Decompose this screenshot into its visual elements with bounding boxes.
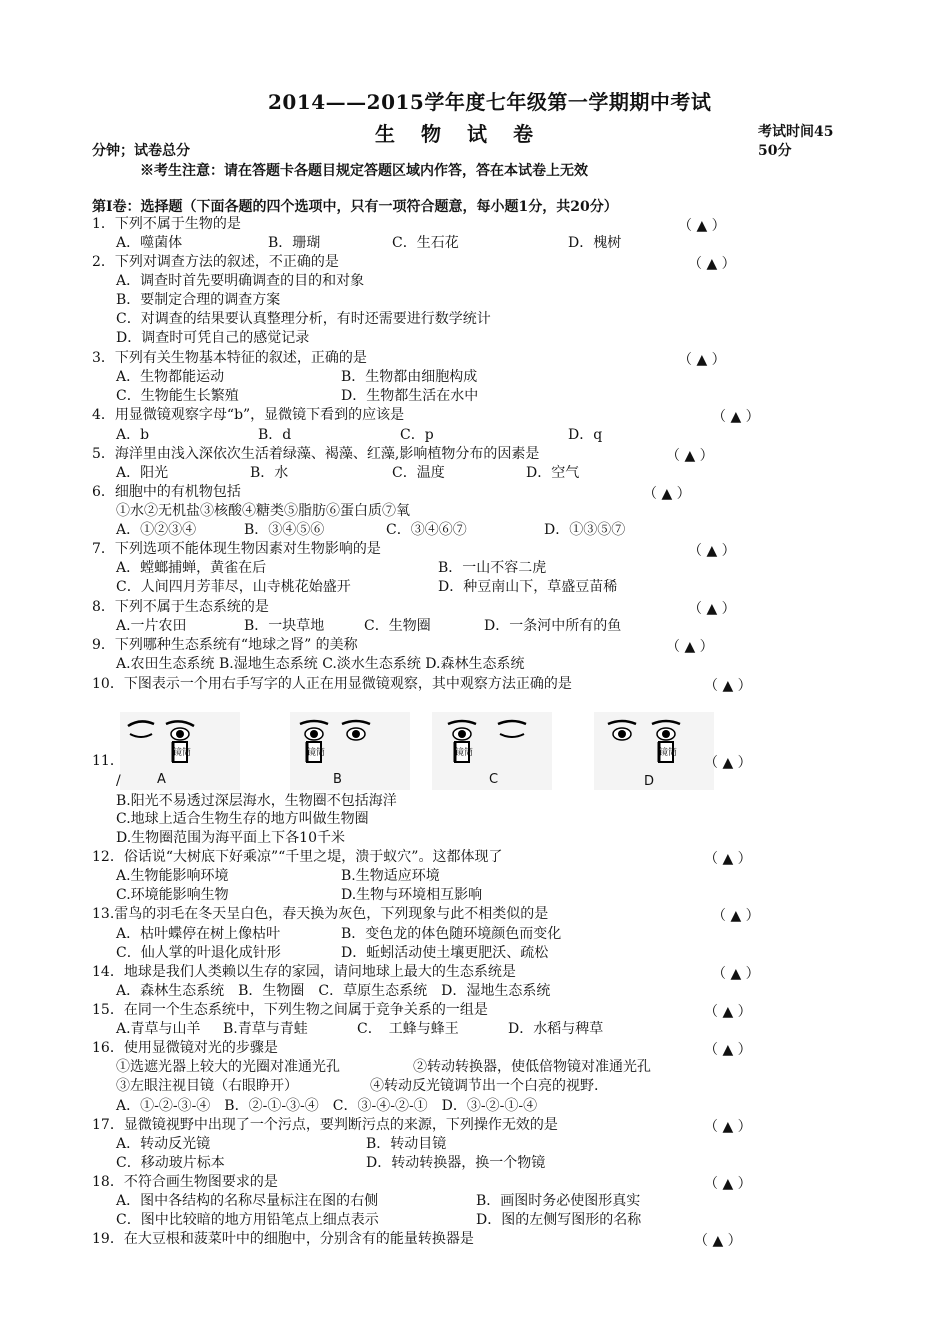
q10-figure-a-label: A bbox=[157, 772, 166, 787]
q9-answer-mark: （ ▲ ） bbox=[666, 639, 714, 655]
q14-stem: 14．地球是我们人类赖以生存的家园，请问地球上最大的生态系统是 bbox=[92, 964, 516, 980]
q7-option-c: C．人间四月芳菲尽，山寺桃花始盛开 bbox=[116, 579, 351, 595]
q14-options: A．森林生态系统 B．生物圈 C．草原生态系统 D．湿地生态系统 bbox=[116, 983, 551, 999]
q8-answer-mark: （ ▲ ） bbox=[688, 601, 736, 617]
q4-option-b: B．d bbox=[258, 427, 292, 443]
q5-stem: 5．海洋里由浅入深依次生活着绿藻、褐藻、红藻,影响植物分布的因素是 bbox=[92, 446, 540, 462]
q2-option-c: C．对调查的结果要认真整理分析，有时还需要进行数学统计 bbox=[116, 311, 491, 327]
q8-option-a: A.一片农田 bbox=[116, 618, 187, 634]
q9-options: A.农田生态系统 B.湿地生态系统 C.淡水生态系统 D.森林生态系统 bbox=[116, 656, 525, 672]
q19-stem: 19．在大豆根和菠菜叶中的细胞中，分别含有的能量转换器是 bbox=[92, 1231, 474, 1247]
q18-stem: 18．不符合画生物图要求的是 bbox=[92, 1174, 278, 1190]
q6-option-c: C．③④⑥⑦ bbox=[386, 522, 467, 538]
q11-option-b: B.阳光不易透过深层海水，生物圈不包括海洋 bbox=[116, 793, 397, 809]
q11-option-d: D.生物圈范围为海平面上下各10千米 bbox=[116, 830, 345, 846]
q6-items: ①水②无机盐③核酸④糖类⑤脂肪⑥蛋白质⑦氧 bbox=[116, 503, 410, 519]
q9-stem: 9．下列哪种生态系统有“地球之肾” 的美称 bbox=[92, 637, 358, 653]
q17-option-d: D．转动转换器，换一个物镜 bbox=[366, 1155, 546, 1171]
q2-option-a: A．调查时首先要明确调查的目的和对象 bbox=[116, 273, 365, 289]
q17-answer-mark: （ ▲ ） bbox=[704, 1119, 752, 1135]
q5-option-a: A．阳光 bbox=[116, 465, 169, 481]
q19-answer-mark: （ ▲ ） bbox=[694, 1233, 742, 1249]
q1-option-a: A．噬菌体 bbox=[116, 235, 183, 251]
q12-option-d: D.生物与环境相互影响 bbox=[341, 887, 483, 903]
q12-option-c: C.环境能影响生物 bbox=[116, 887, 229, 903]
q5-option-b: B．水 bbox=[250, 465, 289, 481]
score-note: 50分 bbox=[758, 143, 792, 159]
q17-option-c: C．移动玻片标本 bbox=[116, 1155, 225, 1171]
q11-slash: / bbox=[116, 773, 121, 789]
q1-option-c: C．生石花 bbox=[392, 235, 459, 251]
q1-option-d: D．槐树 bbox=[568, 235, 622, 251]
q13-option-d: D．蚯蚓活动使土壤更肥沃、疏松 bbox=[341, 945, 549, 961]
q10-tube-label-a: 镜筒 bbox=[173, 748, 192, 758]
q4-stem: 4．用显微镜观察字母“b”，显微镜下看到的应该是 bbox=[92, 407, 405, 423]
q16-step-4: ④转动反光镜调节出一个白亮的视野. bbox=[370, 1078, 599, 1094]
q6-option-d: D．①③⑤⑦ bbox=[544, 522, 626, 538]
q10-tube-label-c: 镜筒 bbox=[455, 748, 474, 758]
q15-stem: 15．在同一个生态系统中，下列生物之间属于竞争关系的一组是 bbox=[92, 1002, 488, 1018]
q16-step-3: ③左眼注视目镜（右眼睁开） bbox=[116, 1078, 298, 1094]
q4-option-d: D．q bbox=[568, 427, 603, 443]
exam-notice: ※考生注意：请在答题卡各题目规定答题区域内作答，答在本试卷上无效 bbox=[140, 163, 588, 179]
q8-option-b: B．一块草地 bbox=[244, 618, 325, 634]
q2-answer-mark: （ ▲ ） bbox=[688, 256, 736, 272]
q3-stem: 3．下列有关生物基本特征的叙述，正确的是 bbox=[92, 350, 367, 366]
q1-answer-mark: （ ▲ ） bbox=[678, 218, 726, 234]
q5-option-c: C．温度 bbox=[392, 465, 445, 481]
q2-stem: 2．下列对调查方法的叙述，不正确的是 bbox=[92, 254, 339, 270]
q8-stem: 8．下列不属于生态系统的是 bbox=[92, 599, 269, 615]
q5-answer-mark: （ ▲ ） bbox=[666, 448, 714, 464]
q2-option-b: B．要制定合理的调查方案 bbox=[116, 292, 281, 308]
q7-answer-mark: （ ▲ ） bbox=[688, 543, 736, 559]
q17-option-a: A．转动反光镜 bbox=[116, 1136, 211, 1152]
q8-option-d: D．一条河中所有的鱼 bbox=[484, 618, 622, 634]
q4-answer-mark: （ ▲ ） bbox=[712, 409, 760, 425]
q7-option-a: A．螳螂捕蝉，黄雀在后 bbox=[116, 560, 267, 576]
q12-option-a: A.生物能影响环境 bbox=[116, 868, 229, 884]
q1-option-b: B．珊瑚 bbox=[268, 235, 321, 251]
time-note-1: 考试时间45 bbox=[758, 124, 834, 140]
q18-option-d: D．图的左侧写图形的名称 bbox=[476, 1212, 642, 1228]
q12-answer-mark: （ ▲ ） bbox=[704, 851, 752, 867]
q10-figure-c-label: C bbox=[489, 772, 499, 787]
q16-step-2: ②转动转换器，使低倍物镜对准通光孔 bbox=[413, 1059, 651, 1075]
q4-option-a: A．b bbox=[116, 427, 150, 443]
q16-answer-mark: （ ▲ ） bbox=[704, 1042, 752, 1058]
q11-stem: 11． bbox=[92, 753, 124, 769]
q4-option-c: C．p bbox=[400, 427, 434, 443]
q15-option-b: B.青草与青蛙 bbox=[223, 1021, 308, 1037]
q2-option-d: D．调查时可凭自己的感觉记录 bbox=[116, 330, 310, 346]
q6-stem: 6．细胞中的有机物包括 bbox=[92, 484, 241, 500]
q18-answer-mark: （ ▲ ） bbox=[704, 1176, 752, 1192]
q13-stem: 13.雷鸟的羽毛在冬天呈白色，春天换为灰色，下列现象与此不相类似的是 bbox=[92, 906, 549, 922]
q10-tube-label-d: 镜筒 bbox=[659, 748, 678, 758]
exam-title: 2014——2015学年度七年级第一学期期中考试 bbox=[268, 90, 712, 114]
q11-option-c: C.地球上适合生物生存的地方叫做生物圈 bbox=[116, 811, 369, 827]
q13-option-c: C．仙人掌的叶退化成针形 bbox=[116, 945, 281, 961]
q7-option-d: D．种豆南山下，草盛豆苗稀 bbox=[438, 579, 618, 595]
q3-answer-mark: （ ▲ ） bbox=[678, 352, 726, 368]
q16-step-1: ①选遮光器上较大的光圈对准通光孔 bbox=[116, 1059, 340, 1075]
q1-stem: 1．下列不属于生物的是 bbox=[92, 216, 241, 232]
exam-subtitle: 生物试卷 bbox=[375, 122, 559, 146]
q18-option-c: C．图中比较暗的地方用铅笔点上细点表示 bbox=[116, 1212, 379, 1228]
q13-answer-mark: （ ▲ ） bbox=[712, 908, 760, 924]
q12-option-b: B.生物适应环境 bbox=[341, 868, 440, 884]
q3-option-d: D．生物都生活在水中 bbox=[341, 388, 479, 404]
q6-answer-mark: （ ▲ ） bbox=[643, 486, 691, 502]
q10-figure-d-label: D bbox=[644, 774, 655, 789]
q13-option-a: A．枯叶蝶停在树上像枯叶 bbox=[116, 926, 281, 942]
q10-figure-b-label: B bbox=[333, 772, 342, 787]
q18-option-b: B．画图时务必使图形真实 bbox=[476, 1193, 641, 1209]
section-heading: 第Ⅰ卷：选择题（下面各题的四个选项中，只有一项符合题意，每小题1分，共20分） bbox=[92, 199, 618, 215]
q17-option-b: B．转动目镜 bbox=[366, 1136, 447, 1152]
q7-stem: 7．下列选项不能体现生物因素对生物影响的是 bbox=[92, 541, 381, 557]
q14-answer-mark: （ ▲ ） bbox=[712, 966, 760, 982]
q13-option-b: B．变色龙的体色随环境颜色而变化 bbox=[341, 926, 562, 942]
q6-option-b: B．③④⑤⑥ bbox=[244, 522, 325, 538]
q3-option-b: B．生物都由细胞构成 bbox=[341, 369, 478, 385]
q12-stem: 12．俗话说“大树底下好乘凉”“千里之堤，溃于蚁穴”。这都体现了 bbox=[92, 849, 503, 865]
q10-tube-label-b: 镜筒 bbox=[307, 748, 326, 758]
q3-option-a: A．生物都能运动 bbox=[116, 369, 225, 385]
q6-option-a: A．①②③④ bbox=[116, 522, 197, 538]
time-note-2: 分钟；试卷总分 bbox=[92, 143, 190, 159]
q18-option-a: A．图中各结构的名称尽量标注在图的右侧 bbox=[116, 1193, 379, 1209]
q8-option-c: C．生物圈 bbox=[364, 618, 431, 634]
q17-stem: 17．显微镜视野中出现了一个污点，要判断污点的来源，下列操作无效的是 bbox=[92, 1117, 558, 1133]
q11-answer-mark: （ ▲ ） bbox=[704, 755, 752, 771]
q5-option-d: D．空气 bbox=[526, 465, 580, 481]
q3-option-c: C．生物能生长繁殖 bbox=[116, 388, 239, 404]
q16-options: A．①-②-③-④ B．②-①-③-④ C．③-④-②-① D．③-②-①-④ bbox=[116, 1098, 538, 1114]
q15-option-a: A.青草与山羊 bbox=[116, 1021, 201, 1037]
q16-stem: 16．使用显微镜对光的步骤是 bbox=[92, 1040, 278, 1056]
q15-answer-mark: （ ▲ ） bbox=[704, 1004, 752, 1020]
q15-option-c: C． 工蜂与蜂王 bbox=[357, 1021, 459, 1037]
q10-stem: 10．下图表示一个用右手写字的人正在用显微镜观察，其中观察方法正确的是 bbox=[92, 676, 572, 692]
q15-option-d: D．水稻与稗草 bbox=[508, 1021, 604, 1037]
q7-option-b: B．一山不容二虎 bbox=[438, 560, 547, 576]
q10-answer-mark: （ ▲ ） bbox=[704, 678, 752, 694]
